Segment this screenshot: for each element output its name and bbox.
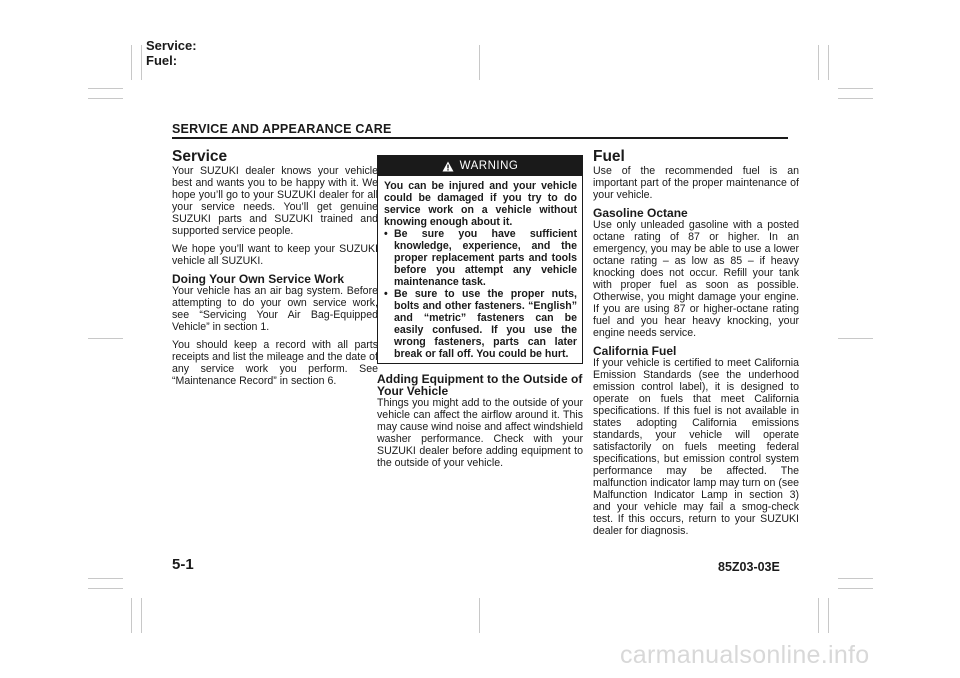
crop-mark (838, 88, 873, 89)
running-head (146, 38, 197, 68)
warning-body (378, 176, 582, 363)
section-title: SERVICE AND APPEARANCE CARE (172, 122, 392, 136)
heading-california-fuel: California Fuel (593, 344, 677, 358)
paragraph: Your SUZUKI dealer knows your vehicle best and wants you to be happy with it. We hope you’ll go to your SUZUKI dealer for all your service needs. You’ll get genuine SUZUKI parts and SUZUKI trained and supported service people. (172, 165, 378, 237)
crop-mark (828, 45, 829, 80)
heading-gasoline-octane: Gasoline Octane (593, 206, 688, 220)
warning-bullet: • Be sure you have sufficient knowledge, experience, and the proper replacement parts and tools before you attempt any vehicle maintenance task. (384, 228, 577, 288)
warning-list (384, 228, 577, 360)
crop-mark (88, 88, 123, 89)
crop-mark (828, 598, 829, 633)
crop-mark (818, 598, 819, 633)
middle-column (377, 155, 583, 475)
crop-mark (88, 578, 123, 579)
crop-mark (838, 338, 873, 339)
crop-mark (88, 338, 123, 339)
crop-mark (818, 45, 819, 80)
paragraph: If your vehicle is certified to meet California Emission Standards (see the underhood emission control label), it is designed to operate on fuels that meet California specifications. If this fuel is not available in states adopting California emissions standards, your vehicle will operate satisfactorily on fuels meeting federal specifications, but emission control system performance may be affected. The malfunction indicator lamp may turn on (see Malfunction Indicator Lamp in section 3) and your vehicle may fail a smog-check test. If this occurs, return to your SUZUKI dealer for diagnosis. (593, 357, 799, 537)
warning-bullet: • Be sure to use the proper nuts, bolts and other fasteners. “English” and “metric” fasteners can be easily confused. If you use the wrong fasteners, parts can later break or fall off. You could be hurt. (384, 288, 577, 360)
running-head-fuel: Fuel: (146, 53, 178, 68)
paragraph: Use of the recommended fuel is an important part of the proper maintenance of your vehicle. (593, 165, 799, 201)
crop-mark (838, 588, 873, 589)
paragraph: Your vehicle has an air bag system. Before attempting to do your own service work, see “Servicing Your Air Bag-Equipped Vehicle” in section 1. (172, 285, 378, 333)
crop-mark (479, 45, 480, 80)
running-head-service: Service: (146, 38, 197, 53)
heading-fuel: Fuel (593, 148, 625, 165)
document-code: 85Z03-03E (718, 560, 780, 574)
watermark-text: carmanualsonline.info (620, 641, 870, 669)
crop-mark (141, 598, 142, 633)
crop-mark (131, 45, 132, 80)
heading-own-service-work: Doing Your Own Service Work (172, 272, 345, 286)
crop-mark (838, 578, 873, 579)
crop-mark (838, 98, 873, 99)
page-number: 5-1 (172, 556, 194, 573)
warning-title: WARNING (459, 160, 519, 172)
paragraph: We hope you’ll want to keep your SUZUKI vehicle all SUZUKI. (172, 243, 378, 267)
paragraph: You should keep a record with all parts receipts and list the mileage and the date of any service work you perform. See “Maintenance Record” in section 6. (172, 339, 378, 387)
right-column (593, 148, 799, 543)
warning-triangle-icon (442, 161, 454, 172)
heading-service: Service (172, 148, 228, 165)
header-rule (172, 137, 788, 139)
crop-mark (479, 598, 480, 633)
warning-box (377, 155, 583, 364)
heading-adding-equipment: Adding Equipment to the Outside of Your Vehicle (377, 372, 583, 398)
crop-mark (141, 45, 142, 80)
paragraph: Use only unleaded gasoline with a posted octane rating of 87 or higher. In an emergency, you may be able to use a lower octane rating – as low as 85 – if heavy knocking does not occur. Refill your tank with proper fuel as soon as possible. Otherwise, you might damage your engine. If you are using 87 or higher-octane rating fuel and you hear heavy knocking, your engine needs service. (593, 219, 799, 339)
crop-mark (131, 598, 132, 633)
warning-intro: You can be injured and your vehicle could be damaged if you try to do service work on a vehicle without knowing enough about it. (384, 180, 577, 228)
paragraph: Things you might add to the outside of your vehicle can affect the airflow around it. This may cause wind noise and affect windshield washer performance. Check with your SUZUKI dealer before adding equipment to the outside of your vehicle. (377, 397, 583, 469)
crop-mark (88, 588, 123, 589)
left-column (172, 148, 378, 393)
crop-mark (88, 98, 123, 99)
warning-header (378, 156, 582, 176)
